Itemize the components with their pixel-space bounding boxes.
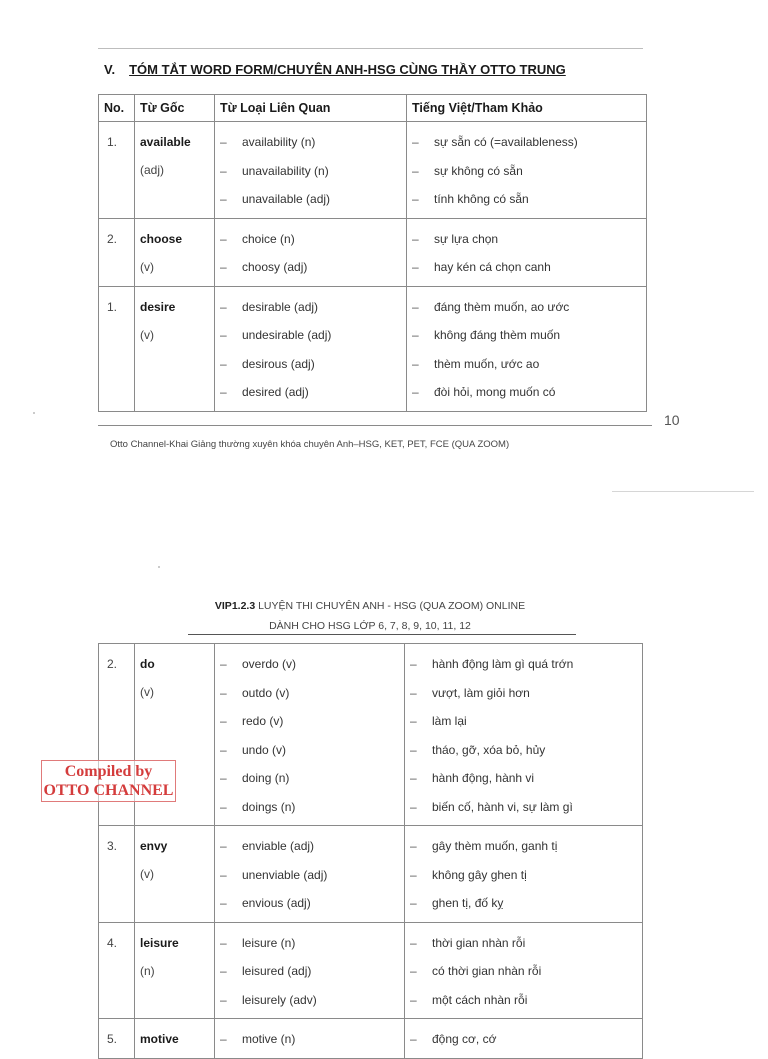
dash-bullet: – (220, 742, 227, 757)
row-number (99, 922, 135, 1019)
dash-bullet: – (410, 992, 417, 1007)
dash-bullet: – (410, 657, 417, 671)
vietnamese-meaning: động cơ, cớ (432, 1032, 497, 1046)
row-number-text: 3. (107, 839, 118, 853)
row-number (99, 1019, 135, 1059)
footer-rule (98, 425, 652, 426)
related-form-line (220, 185, 401, 214)
vietnamese-meaning-line (410, 1025, 637, 1054)
related-form-line (220, 650, 399, 679)
section-number: V. (104, 62, 116, 77)
related-form: unavailability (n) (242, 163, 329, 178)
vietnamese-meaning: làm lại (432, 714, 467, 728)
related-form: unenviable (adj) (242, 867, 328, 882)
vietnamese-meaning: sự không có sẵn (434, 163, 523, 178)
dash-bullet: – (412, 163, 419, 178)
root-word-cell (135, 826, 215, 923)
root-word-cell (135, 122, 215, 219)
vietnamese-meaning-line (412, 378, 641, 407)
row-number (99, 122, 135, 219)
vietnamese-meaning-line (412, 293, 641, 322)
related-form-line (220, 225, 401, 254)
word-form-table-1 (98, 94, 647, 412)
root-part-of-speech: (v) (140, 685, 154, 699)
vietnamese-meaning: hành động, hành vi (432, 771, 535, 785)
vietnamese-meaning: thời gian nhàn rỗi (432, 935, 526, 950)
vietnamese-meaning: đòi hỏi, mong muốn có (434, 385, 556, 399)
page2-header-line1 (0, 600, 754, 612)
dash-bullet: – (220, 935, 227, 950)
vietnamese-meaning-line (412, 185, 641, 214)
related-form: choosy (adj) (242, 260, 308, 274)
row-number-text: 2. (107, 657, 118, 671)
related-form-cell (215, 122, 407, 219)
dash-bullet: – (410, 714, 417, 728)
related-form-cell (215, 826, 405, 923)
table-row (99, 644, 643, 826)
row-number-text: 2. (107, 231, 118, 246)
root-word: do (140, 657, 155, 671)
related-form: motive (n) (242, 1032, 296, 1046)
related-form: choice (n) (242, 231, 295, 246)
dash-bullet: – (410, 964, 417, 978)
dash-bullet: – (220, 964, 227, 978)
row-number (99, 826, 135, 923)
dash-bullet: – (220, 992, 227, 1007)
vietnamese-meaning: có thời gian nhàn rỗi (432, 964, 542, 978)
table-row (99, 922, 643, 1019)
related-form-line (220, 128, 401, 157)
root-word: envy (140, 839, 168, 853)
related-form-cell (215, 218, 407, 286)
related-form: leisurely (adv) (242, 992, 317, 1007)
table-row (99, 1019, 643, 1059)
vietnamese-meaning-cell (405, 644, 643, 826)
vietnamese-meaning-line (410, 832, 637, 861)
dash-bullet: – (220, 163, 227, 178)
table-row (99, 826, 643, 923)
dash-bullet: – (220, 385, 227, 399)
related-form: outdo (v) (242, 685, 290, 700)
dash-bullet: – (220, 1032, 227, 1046)
table-body (99, 122, 647, 412)
dash-bullet: – (220, 657, 227, 671)
dash-bullet: – (410, 935, 417, 950)
vietnamese-meaning: gây thèm muốn, ganh tị (432, 839, 558, 853)
root-word-cell (135, 922, 215, 1019)
related-form-line (220, 707, 399, 736)
related-form-cell (215, 922, 405, 1019)
dash-bullet: – (220, 867, 227, 882)
row-number-text: 4. (107, 935, 118, 950)
vietnamese-meaning-line (410, 679, 637, 708)
related-form: undo (v) (242, 742, 287, 757)
root-word-cell (135, 218, 215, 286)
course-title: LUYỆN THI CHUYÊN ANH - HSG (QUA ZOOM) ONLINE (255, 600, 526, 612)
related-form: desired (adj) (242, 385, 309, 399)
related-form-line (220, 293, 401, 322)
page2-header-line2: DÀNH CHO HSG LỚP 6, 7, 8, 9, 10, 11, 12 (269, 620, 471, 632)
vietnamese-meaning-line (410, 986, 637, 1015)
header-related-forms: Từ Loại Liên Quan (215, 95, 407, 122)
related-form: leisured (adj) (242, 964, 312, 978)
word-form-table-2 (98, 643, 643, 1059)
dash-bullet: – (410, 771, 417, 785)
vietnamese-meaning: biến cố, hành vi, sự làm gì (432, 799, 573, 814)
dash-bullet: – (412, 385, 419, 399)
vietnamese-meaning-cell (407, 286, 647, 411)
dash-bullet: – (220, 231, 227, 246)
page2-header-rule (188, 634, 576, 635)
stamp-line1: Compiled by (64, 763, 153, 780)
related-form-line (220, 1025, 399, 1054)
vietnamese-meaning: tháo, gỡ, xóa bỏ, hủy (432, 742, 546, 757)
dash-bullet: – (412, 192, 419, 206)
dash-bullet: – (220, 135, 227, 149)
vietnamese-meaning-line (410, 736, 637, 765)
dash-bullet: – (220, 714, 227, 728)
related-form-line (220, 793, 399, 822)
related-form-line (220, 764, 399, 793)
dash-bullet: – (220, 896, 227, 910)
header-root-word: Từ Gốc (135, 95, 215, 122)
footer-text: Otto Channel-Khai Giảng thường xuyên khóa chuyên Anh–HSG, KET, PET, FCE (QUA ZOOM) (110, 439, 510, 450)
root-word-cell (135, 1019, 215, 1059)
compiled-by-stamp (41, 760, 176, 802)
related-form: envious (adj) (242, 896, 311, 910)
dash-bullet: – (220, 685, 227, 700)
dash-bullet: – (412, 135, 419, 149)
root-word: motive (140, 1032, 179, 1046)
root-part-of-speech: (v) (140, 259, 154, 274)
related-form-line (220, 350, 401, 379)
dash-bullet: – (410, 867, 417, 882)
dash-bullet: – (220, 192, 227, 206)
vietnamese-meaning-cell (407, 122, 647, 219)
root-word-cell (135, 286, 215, 411)
vietnamese-meaning-cell (405, 1019, 643, 1059)
table-header-row (99, 95, 647, 122)
dash-bullet: – (412, 231, 419, 246)
vietnamese-meaning-line (412, 128, 641, 157)
scan-speck (158, 566, 160, 568)
row-number-text: 5. (107, 1032, 118, 1046)
table-row (99, 286, 647, 411)
related-form: enviable (adj) (242, 839, 315, 853)
related-form-line (220, 321, 401, 350)
vietnamese-meaning-line (412, 253, 641, 282)
dash-bullet: – (220, 799, 227, 814)
vietnamese-meaning-cell (407, 218, 647, 286)
related-form-line (220, 832, 399, 861)
vietnamese-meaning-line (410, 929, 637, 958)
vietnamese-meaning: không gây ghen tị (432, 867, 527, 882)
root-part-of-speech: (v) (140, 327, 154, 342)
vietnamese-meaning: không đáng thèm muốn (434, 328, 561, 342)
vietnamese-meaning-cell (405, 826, 643, 923)
dash-bullet: – (412, 328, 419, 342)
row-number-text: 1. (107, 135, 118, 149)
vietnamese-meaning: hành động làm gì quá trớn (432, 657, 574, 671)
dash-bullet: – (410, 1032, 417, 1046)
vietnamese-meaning: sự sẵn có (=availableness) (434, 135, 578, 149)
section-heading (104, 62, 566, 77)
top-rule (98, 48, 643, 49)
dash-bullet: – (220, 328, 227, 342)
related-form-cell (215, 644, 405, 826)
vietnamese-meaning: ghen tị, đố kỵ (432, 896, 504, 910)
related-form-line (220, 157, 401, 186)
root-part-of-speech: (v) (140, 867, 154, 881)
dash-bullet: – (220, 260, 227, 274)
related-form: desirable (adj) (242, 299, 319, 314)
table-row (99, 218, 647, 286)
dash-bullet: – (220, 839, 227, 853)
stamp-line2: OTTO CHANNEL (43, 782, 174, 799)
related-form-cell (215, 286, 407, 411)
related-form-cell (215, 1019, 405, 1059)
related-form: doings (n) (242, 799, 296, 814)
related-form-line (220, 929, 399, 958)
related-form-line (220, 861, 399, 890)
vietnamese-meaning-line (412, 321, 641, 350)
dash-bullet: – (412, 356, 419, 371)
related-form: undesirable (adj) (242, 328, 332, 342)
root-part-of-speech: (n) (140, 963, 155, 978)
row-number (99, 286, 135, 411)
root-word: leisure (140, 935, 179, 950)
dash-bullet: – (410, 896, 417, 910)
vietnamese-meaning: sự lựa chọn (434, 231, 499, 246)
table-row (99, 122, 647, 219)
vietnamese-meaning-line (412, 350, 641, 379)
row-number (99, 218, 135, 286)
vietnamese-meaning-cell (405, 922, 643, 1019)
related-form-line (220, 986, 399, 1015)
header-vietnamese: Tiếng Việt/Tham Khảo (407, 95, 647, 122)
vietnamese-meaning-line (410, 793, 637, 822)
related-form-line (220, 253, 401, 282)
vietnamese-meaning-line (412, 225, 641, 254)
root-word: available (140, 135, 191, 149)
scan-speck (33, 412, 35, 414)
vietnamese-meaning-line (412, 157, 641, 186)
vietnamese-meaning-line (410, 957, 637, 986)
related-form: unavailable (adj) (242, 192, 331, 206)
dash-bullet: – (412, 260, 419, 274)
vietnamese-meaning: một cách nhàn rỗi (432, 992, 528, 1007)
dash-bullet: – (410, 799, 417, 814)
dash-bullet: – (410, 839, 417, 853)
vietnamese-meaning-line (410, 861, 637, 890)
vietnamese-meaning-line (410, 889, 637, 918)
vietnamese-meaning: đáng thèm muốn, ao ước (434, 299, 570, 314)
related-form-line (220, 736, 399, 765)
related-form-line (220, 957, 399, 986)
related-form: availability (n) (242, 135, 316, 149)
dash-bullet: – (220, 771, 227, 785)
dash-bullet: – (220, 299, 227, 314)
course-code: VIP1.2.3 (214, 600, 256, 612)
related-form-line (220, 679, 399, 708)
table-body (99, 644, 643, 1059)
page-number: 10 (664, 412, 680, 428)
dash-bullet: – (410, 742, 417, 757)
related-form: redo (v) (242, 714, 284, 728)
dash-bullet: – (410, 685, 417, 700)
related-form-line (220, 378, 401, 407)
root-word: desire (140, 299, 176, 314)
scan-artifact-line (612, 491, 754, 492)
vietnamese-meaning-line (410, 650, 637, 679)
section-title: TÓM TẮT WORD FORM/CHUYÊN ANH-HSG CÙNG THẦY OTTO TRUNG (129, 62, 566, 77)
vietnamese-meaning-line (410, 707, 637, 736)
vietnamese-meaning: vượt, làm giỏi hơn (432, 685, 530, 700)
related-form: leisure (n) (242, 935, 296, 950)
dash-bullet: – (412, 299, 419, 314)
vietnamese-meaning-line (410, 764, 637, 793)
header-no: No. (99, 95, 135, 122)
root-part-of-speech: (adj) (140, 163, 165, 177)
related-form-line (220, 889, 399, 918)
vietnamese-meaning: tính không có sẵn (434, 192, 529, 206)
related-form: desirous (adj) (242, 356, 315, 371)
dash-bullet: – (220, 356, 227, 371)
root-word: choose (140, 231, 183, 246)
related-form: doing (n) (242, 771, 290, 785)
row-number-text: 1. (107, 299, 118, 314)
vietnamese-meaning: hay kén cá chọn canh (434, 260, 551, 274)
vietnamese-meaning: thèm muốn, ước ao (434, 356, 540, 371)
related-form: overdo (v) (242, 657, 297, 671)
